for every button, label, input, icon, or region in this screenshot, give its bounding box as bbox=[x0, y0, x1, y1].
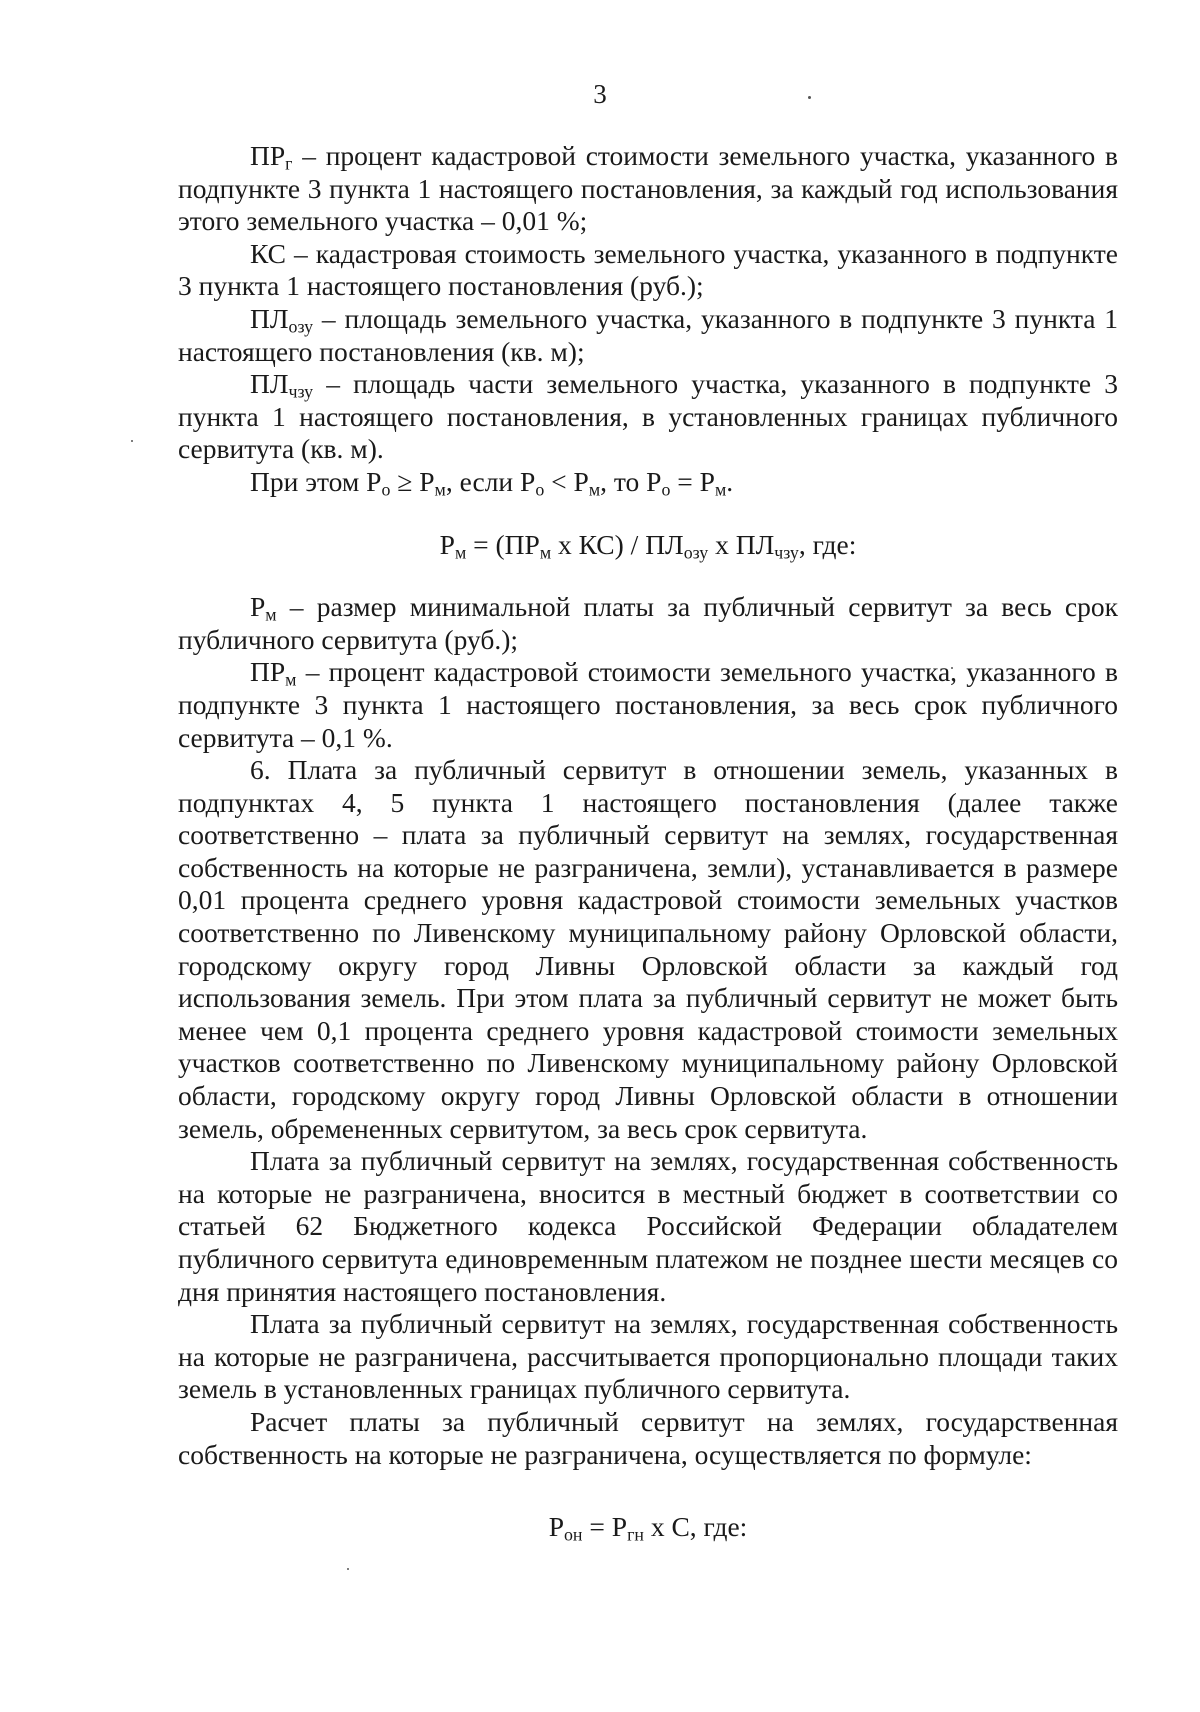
definition-pr-g bbox=[178, 140, 1118, 238]
text-run: = Р bbox=[582, 1511, 628, 1543]
text-run: Р bbox=[439, 528, 455, 560]
text-run: , если Р bbox=[445, 465, 536, 497]
scan-speck bbox=[347, 1568, 349, 1570]
symbol-subscript: о bbox=[381, 479, 391, 500]
symbol-subscript: г bbox=[285, 153, 293, 174]
symbol: ПР bbox=[250, 140, 286, 171]
symbol: ПЛ bbox=[250, 368, 289, 400]
formula-ron bbox=[178, 1511, 1118, 1544]
symbol-subscript: м bbox=[285, 669, 297, 690]
text-run: х КС) / ПЛ bbox=[551, 528, 684, 560]
text-run: = Р bbox=[670, 465, 715, 497]
symbol-subscript: о bbox=[535, 479, 545, 500]
definition-ks: КС – кадастровая стоимость земельного участка, указанного в подпункте 3 пункта 1 настоящего постановления (руб.); bbox=[178, 237, 1118, 302]
proportional-paragraph: Плата за публичный сервитут на землях, государственная собственность на которые не разграничена, рассчитывается пропорционально площади таких земель в установленных границах публичного сервитута. bbox=[178, 1308, 1118, 1405]
symbol-subscript: м bbox=[434, 479, 446, 500]
document-body bbox=[178, 140, 1118, 1544]
definition-text: – процент кадастровой стоимости земельного участка, указанного в подпункте 3 пункта 1 настоящего постановления, за каждый год использования этого земельного участка – 0,01 %; bbox=[178, 140, 1118, 237]
symbol-subscript: м bbox=[265, 604, 277, 625]
text-run: = (ПР bbox=[466, 528, 540, 560]
text-run: , то Р bbox=[600, 465, 662, 497]
symbol-subscript: м bbox=[714, 479, 727, 500]
definition-rm bbox=[178, 591, 1118, 656]
symbol-subscript: м bbox=[588, 479, 601, 500]
text-run: . bbox=[726, 465, 734, 497]
condition-paragraph bbox=[178, 466, 1118, 499]
symbol-subscript: чзу bbox=[774, 542, 799, 562]
text-run: х С, где: bbox=[643, 1511, 748, 1543]
definition-pr-m bbox=[178, 656, 1118, 754]
section-6-paragraph: 6. Плата за публичный сервитут в отношении земель, указанных в подпунктах 4, 5 пункта 1 настоящего постановления (далее также соответственно – плата за публичный сервитут на землях, государственная собственность на которые не разграничена, земли), устанавливается в размере 0,01 процента среднего уровня кадастровой стоимости земельных участков соответственно по Ливенскому муниципальному району Орловской области, городскому округу город Ливны Орловской области за каждый год использования земель. При этом плата за публичный сервитут не может быть менее чем 0,1 процента среднего уровня кадастровой стоимости земельных участков соответственно по Ливенскому муниципальному району Орловской области, городскому округу город Ливны Орловской области в отношении земель, обремененных сервитутом, за весь срок сервитута. bbox=[178, 754, 1118, 1144]
scan-speck bbox=[808, 96, 811, 99]
text-run: Р bbox=[548, 1511, 564, 1543]
text-run: ≥ Р bbox=[390, 465, 435, 497]
symbol: ПЛ bbox=[250, 302, 289, 334]
symbol-subscript: он bbox=[564, 1524, 583, 1545]
definition-text: – процент кадастровой стоимости земельного участка, указанного в подпункте 3 пункта 1 настоящего постановления, за весь срок публичного сервитута – 0,1 %. bbox=[178, 656, 1118, 753]
symbol-subscript: гн bbox=[627, 1524, 644, 1545]
text-run: , где: bbox=[798, 528, 857, 560]
symbol-subscript: м bbox=[539, 542, 552, 562]
definition-text: – площадь земельного участка, указанного в подпункте 3 пункта 1 настоящего постановления (кв. м); bbox=[178, 302, 1118, 367]
spacer bbox=[178, 1471, 1118, 1511]
text-run: < Р bbox=[544, 465, 589, 497]
text-run: При этом Р bbox=[250, 465, 382, 497]
formula-intro-paragraph: Расчет платы за публичный сервитут на землях, государственная собственность на которые не разграничена, осуществляется по формуле: bbox=[178, 1405, 1118, 1470]
definition-text: – площадь части земельного участка, указанного в подпункте 3 пункта 1 настоящего постановления, в установленных границах публичного сервитута (кв. м). bbox=[178, 368, 1118, 465]
symbol: Р bbox=[250, 591, 266, 623]
symbol-subscript: озу bbox=[288, 316, 314, 337]
symbol: ПР bbox=[250, 656, 286, 688]
definition-pl-chzu bbox=[178, 368, 1118, 466]
scan-speck bbox=[131, 440, 133, 442]
symbol-subscript: м bbox=[454, 542, 467, 562]
payment-paragraph: Плата за публичный сервитут на землях, государственная собственность на которые не разграничена, вносится в местный бюджет в соответствии со статьей 62 Бюджетного кодекса Российской Федерации обладателем публичного сервитута единовременным платежом не позднее шести месяцев со дня принятия настоящего постановления. bbox=[178, 1145, 1118, 1307]
spacer bbox=[178, 561, 1118, 591]
page-number: 3 bbox=[593, 79, 607, 109]
symbol-subscript: о bbox=[661, 479, 671, 500]
definition-pl-ozu bbox=[178, 303, 1118, 368]
symbol-subscript: чзу bbox=[288, 381, 314, 402]
spacer bbox=[178, 499, 1118, 529]
formula-rm bbox=[178, 529, 1118, 562]
text-run: х ПЛ bbox=[708, 528, 775, 560]
symbol-subscript: озу bbox=[683, 542, 709, 562]
definition-text: – размер минимальной платы за публичный сервитут за весь срок публичного сервитута (руб.); bbox=[178, 591, 1118, 655]
